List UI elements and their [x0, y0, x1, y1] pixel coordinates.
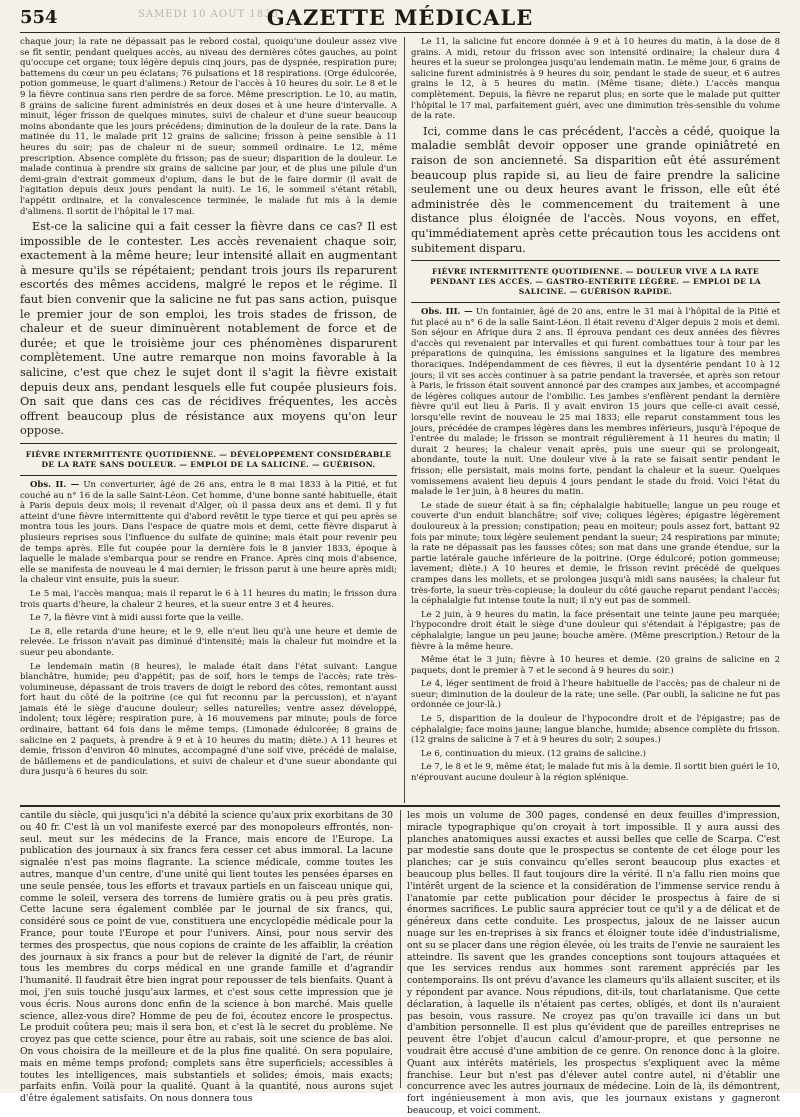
observation-heading: FIÈVRE INTERMITTENTE QUOTIDIENNE. — DÉVELOPPEMENT CONSIDÉRABLE DE LA RATE SANS DOULEUR. — EMPLOI DE LA SALICINE. — GUÉRISON.: [25, 450, 392, 469]
section-rule: [20, 443, 397, 444]
upper-section: [20, 37, 780, 803]
section-rule: [20, 475, 397, 476]
observation-label: Obs. II. —: [30, 480, 80, 490]
case-paragraph: Le 6, continuation du mieux. (12 grains de salicine.): [421, 748, 646, 759]
observation-paragraph: [20, 480, 397, 586]
page-number: 554: [20, 7, 58, 28]
observation-text: Un converturier, âgé de 26 ans, entra le 8 mai 1833 à la Pitié, et fut couché au n° 16 de la salle Saint-Léon. Cet homme, d'une bonne santé habituelle, était à Paris depuis deux mois; il revenait d'Alger, où il passa deux ans et demi. Il y fut atteint d'une fièvre intermittente qui d'abord revêtit le type tierce et qui peu après se montra tous les jours. Dans l'espace de quatre mois et demi, cette fièvre disparut à plusieurs reprises sous l'influence du sulfate de quinine; mais était pour revenir peu de temps après. Elle fut coupée pour la dernière fois le 8 janvier 1833, époque à laquelle le malade s'embarqua pour se rendre en France. Après cinq mois d'absence, elle se manifesta de nouveau le 4 mai dernier; le frisson parut à une heure après midi; la chaleur vint ensuite, puis la sueur.: [20, 480, 397, 586]
case-paragraph: Le 8, elle retarda d'une heure; et le 9, elle n'eut lieu qu'à une heure et demie de relevée. Le frisson n'avait pas diminué d'intensité; mais la chaleur fut moindre et la sueur peu abondante.: [20, 626, 397, 658]
observation-label: Obs. III. —: [421, 307, 473, 318]
feuilleton-text: cantile du siècle, qui jusqu'ici n'a débité la science qu'aux prix exorbitans de 30 ou 40 fr. C'est là un vol manifeste exercé par des monopoleurs effrontés, non-seul. meut sur les médecins de la France, mais encore de l'Europe. La publication des journaux à six francs fera cesser cet abus immoral. La lacune signalée n'est pas moins flagrante. La science médicale, comme toutes les autres, manque d'un centre, d'une unité qui lient toutes les pensées éparses en une seule pensée, tous les efforts et travaux partiels en un faisceau unique qui, comme le soleil, versera des torrens de lumière gratis ou à peu près gratis. Cette lacune sera également comblée par le journal de six francs, qui, considéré sous ce point de vue, constituera une encyclopédie médicale pour la France, pour toute l'Europe et pour l'univers. Ainsi, pour nous servir des termes des prospectus, que nous copions de crainte de les affaiblir, la création des journaux à six francs a pour but de relever la dignité de l'art, de réunir tous les membres du corps médical en une grande famille et d'agrandir l'humanité. Il faudrait être bien ingrat pour repousser de tels bienfaits. Quant à moi, j'en suis touché jusqu'aux larmes, et c'est sous cette impression que je vous écris. Nous aurons donc enfin de la science à bon marché. Mais quelle science, allez-vous dire? Homme de peu de foi, écoutez encore le prospectus. Le produit coûtera peu; mais il sera bon, et c'est là le secret du problème. Ne croyez pas que cette science, pour être au rabais, soit une science de bas aloi. On vous choisira de la meilleure et de la plus fine qualité. On sera populaire, mais en même temps profond; complets sans être superficiels; accessibles à toutes les intelligences, mais substantiels et solides; émois, mais exacts; parfaits enfin. Voilà pour la qualité. Quant à la quantité, nous aurons sujet d'être également satisfaits. On nous donnera tous: [20, 810, 393, 1105]
case-paragraph: Le 7, le 8 et le 9, même état; le malade fut mis à la demie. Il sortit bien guéri le 10, n'éprouvant aucune douleur à la région splénique.: [411, 762, 780, 784]
case-paragraph: Le 2 juin, à 9 heures du matin, la face présentait une teinte jaune peu marquée; l'hypocondre droit était le siège d'une douleur qui s'étendait à l'épigastre; pas de céphalalgie; langue un peu jaune; bouche amère. (Même prescription.) Retour de la fièvre à la même heure.: [411, 609, 780, 652]
feuilleton-divider: [20, 805, 780, 807]
section-rule: [411, 302, 780, 303]
observation-heading: FIÈVRE INTERMITTENTE QUOTIDIENNE. — DOULEUR VIVE A LA RATE PENDANT LES ACCÈS. — GASTRO-ENTÉRITE LÉGÈRE. — EMPLOI DE LA SALICINE. — GUÉRISON RAPIDE.: [430, 267, 761, 297]
feuilleton-left-column: [20, 810, 393, 1105]
case-paragraph: Même état le 3 juin; fièvre à 10 heures et demie. (20 grains de salicine en 2 paquets, dont le premier à 7 et le second à 9 heures du soir.): [411, 655, 780, 676]
column-divider: [404, 37, 405, 803]
feuilleton-text: les mois un volume de 300 pages, condensé en deux feuilles d'impression, miracle typographique qu'on croyait à tort impossible. Il y aura aussi des planches anatomiques aussi exactes et aussi belles que celle de Scarpa. C'est par modestie sans doute que le prospectus se contente de cet éloge pour les planches; car je suis convaincu qu'elles seront beaucoup plus exactes et beaucoup plus belles. Il faut toujours dire la vérité. Il n'a fallu rien moins que l'intérêt urgent de la science et la considération de l'immense service rendu à l'anatomie par cette publication pour décider le prospectus à faire de si énormes sacrifices. Le public saura apprécier tout ce qu'il y a de délicat et de généreux dans cette conduite. Les prospectus, jaloux de ne laisser aucun nuage sur les en-treprises à six francs et éloigner toute idée d'industrialisme, ont su se placer dans une région élevée, où les traits de l'envie ne sauraient les atteindre. Ils savent que les grandes conceptions sont toujours attaquées et que les services rendus aux hommes sont rarement appréciés par les contemporains. Ils ont prévu d'avance les clameurs qu'ils allaient susciter, et ils y répondent par avance. Nous répudions, dit-ils, tout charlatanisme. Que cette déclaration, à laquelle ils n'étaient pas certes, obligés, et dont ils n'auraient pas besoin, vous rassure. Ne croyez pas qu'on travaille ici dans un but d'ambition personnelle. Il est plus qu'évident que de pareilles entreprises ne peuvent être l'objet d'aucun calcul d'amour-propre, et que personne ne voudrait être accusé d'une ambition de ce genre. On renonce donc à la gloire. Quant aux intérêts matériels, les prospectus s'expliquent avec la même franchise. Leur but n'est pas d'élever autel contre autel, ni d'établir une concurrence avec les autres journaux de médecine. Loin de là, ils démontrent, fort ingénieusement à mon avis, que les journaux existans y gagneront beaucoup, et voici comment.: [407, 810, 780, 1116]
bleed-through-date: SAMEDI 10 AOUT 1833: [138, 9, 279, 20]
case-paragraph: Le 5, disparition de la douleur de l'hypocondre droit et de l'épigastre; pas de céphalalgie; face moins jaune; langue blanche, humide; absence complète du frisson. (12 grains de salicine à 7 et à 9 heures du soir; 2 soupes.): [411, 714, 780, 746]
observation-paragraph: [411, 307, 780, 498]
case-paragraph: Le 5 mai, l'accès manqua; mais il reparut le 6 à 11 heures du matin; le frisson dura trois quarts d'heure, la chaleur 2 heures, et la sueur entre 3 et 4 heures.: [20, 588, 397, 610]
commentary-paragraph: Est-ce la salicine qui a fait cesser la fièvre dans ce cas? Il est impossible de le contester. Les accès revenaient chaque soir, exactement à la même heure; leur intensité allait en augmentant à mesure qu'ils se répétaient; pendant trois jours ils reparurent escortés des mêmes accidens, malgré le repos et le régime. Il faut bien convenir que la salicine ne fut pas sans action, puisque le premier jour de son emploi, les trois stades de frisson, de chaleur et de sueur diminuèrent notablement de force et de durée; et que le troisième jour ces phénomènes disparurent complètement. Une autre remarque non moins favorable à la salicine, c'est que chez le sujet dont il s'agit la fièvre existait depuis deux ans, pendant lesquels elle fut coupée plusieurs fois. On sait que dans ces cas de récidives fréquentes, les accès offrent beaucoup plus de résistance aux moyens qu'on leur oppose.: [20, 220, 397, 438]
column-divider: [400, 810, 401, 1088]
case-one-continuation: chaque jour; la rate ne dépassait pas le rebord costal, quoiqu'une douleur assez vive se fît sentir, pendant quelques accès, au niveau des dernières côtes gauches, au point qu'occupe cet organe; toux légère depuis cinq jours, pas de dyspnée, respiration pure; battemens du cœur un peu éclatans; 76 pulsations et 18 respirations. (Orge édulcorée, potion gommeuse, le quart d'alimens.) Retour de l'accès à 10 heures du soir. Le 8 et le 9 la fièvre continua sans rien perdre de sa force. Même prescription. Le 10, au matin, 8 grains de salicine furent administrés en deux doses et à une heure d'intervalle. A minuit, léger frisson de quelques minutes, suivi de chaleur et d'une sueur beaucoup moins abondante que les jours précédens; diminution de la douleur de la rate. Dans la matinée du 11, le malade prit 12 grains de salicine; frisson à peine sensible à 11 heures du soir; pas de chaleur ni de sueur; sommeil ordinaire. Le 12, même prescription. Absence complète du frisson; pas de sueur; disparition de la douleur. Le malade continua à prendre six grains de salicine par jour, et de plus une pilule d'un demi-grain d'extrait gommeux d'opium, dans le but de le faire dormir (il avait de l'agitation depuis deux jours pendant la nuit). Le 16, le sommeil s'étant rétabli, l'appétit ordinaire, et la convalescence terminée, le malade fut mis à la demie d'alimens. Il sortit de l'hôpital le 17 mai.: [20, 37, 397, 217]
newspaper-title: GAZETTE MÉDICALE: [266, 5, 534, 30]
right-column: [411, 37, 780, 803]
observation-text: Un fontainier, âgé de 20 ans, entre le 31 mai à l'hôpital de la Pitié et fut placé au n° 6 de la salle Saint-Léon. Il était revenu d'Alger depuis 2 mois et demi. Son séjour en Afrique dura 2 ans. Il éprouva pendant ces deux années des fièvres d'accès qui revenaient par intervalles et qui furent combattues tour à tour par les préparations de quinquina, les émissions sanguines et la ligature des membres thoraciques. Indépendamment de ces fièvres, il eut la dysentérie pendant 10 à 12 jours; il vit ses accès continuer à sa patrie pendant la traversée, et après son retour à Paris, le frisson était souvent annoncé par des crampes aux jambes, et accompagné de légères coliques autour de l'ombilic. Les jambes s'enflèrent pendant la dernière fièvre qu'il eut lieu à Paris. Il y avait environ 15 jours que celle-ci avait cessé, lorsqu'elle revint de nouveau le 25 mai 1833; elle reparut constamment tous les jours, précédée de crampes légères dans les membres inférieurs, jusqu'à l'époque de l'entrée du malade; le frisson se montrait régulièrement à 11 heures du matin; il durait 2 heures; la chaleur venait après, puis une sueur qui se prolongeait, abondante, toute la nuit. Une douleur vive à la rate se faisait sentir pendant le frisson; elle persistait, mais moins forte, pendant la chaleur et la sueur. Quelques vomissemens avaient lieu depuis 4 jours pendant le stade du froid. Voici l'état du malade le 1er juin, à 8 heures du matin.: [411, 307, 781, 498]
case-paragraph: Le stade de sueur était à sa fin; céphalalgie habituelle; langue un peu rouge et couverte d'un enduit blanchâtre; soif vive; coliques légères; épigastre légèrement douloureux à la pression; constipation; peau en moiteur; pouls assez fort, battant 92 fois par minute; toux légère seulement pendant la sueur; 24 respirations par minute; la rate ne dépassait pas les fausses côtes; son mat dans une grande étendue, sur la partie latérale gauche inférieure de la poitrine. (Orge édulcoré; potion gommeuse; lavement; diète.) A 10 heures et demie, le frisson revint précédé de quelques crampes dans les mollets, et se prolongea jusqu'à midi sans nausées; la chaleur fut très-forte, la sueur très-copieuse; la douleur du côté gauche reparut pendant l'accès; la céphalalgie fut intense toute la nuit; il n'y eut pas de sommeil.: [411, 500, 780, 607]
section-rule: [411, 260, 780, 261]
case-paragraph: Le 11, la salicine fut encore donnée à 9 et à 10 heures du matin, à la dose de 8 grains. A midi, retour du frisson avec son intensité ordinaire; la chaleur dura 4 heures et la sueur se prolongea jusqu'au lendemain matin. Le même jour, 6 grains de salicine furent administrés à 9 heures du soir, pendant le stade de sueur, et 6 autres grains le 12, à 5 heures du matin. (Même tisane; diète.) L'accès manqua complètement. Depuis, la fièvre ne reparut plus; en sorte que le malade put quitter l'hôpital le 17 mai, parfaitement guéri, avec une diminution très-sensible du volume de la rate.: [411, 37, 780, 122]
masthead: [20, 6, 780, 33]
left-column: [20, 37, 397, 803]
case-paragraph: Le lendemain matin (8 heures), le malade était dans l'état suivant: Langue blanchâtre, humide; peu d'appétit; pas de soif, hors le temps de l'accès; rate très-volumineuse, dépassant de trois travers de doigt le rebord des côtes, remontant aussi fort haut du côté de la poitrine (ce qui fut reconnu par la percussion), et n'ayant jamais été le siège d'aucune douleur; selles naturelles; ventre assez développé, indolent; toux légère; respiration pure, à 16 mouvemens par minute; pouls de force ordinaire, battant 64 fois dans le même temps. (Limonade édulcorée; 8 grains de salicine en 2 paquets, à prendre à 9 et à 10 heures du matin; diète.) A 11 heures et demie, frisson d'environ 40 minutes, accompagné d'une soif vive, précédé de malaise, de bâillemens et de pandiculations, et suivi de chaleur et d'une sueur abondante qui dura jusqu'à 6 heures du soir.: [20, 661, 397, 778]
case-paragraph: Le 7, la fièvre vint à midi aussi forte que la veille.: [30, 613, 244, 624]
case-paragraph: Le 4, léger sentiment de froid à l'heure habituelle de l'accès; pas de chaleur ni de sueur; diminution de la douleur de la rate; une selle. (Par oubli, la salicine ne fut pas ordonnée ce jour-là.): [411, 679, 780, 711]
feuilleton-section: [20, 810, 780, 1116]
feuilleton-right-column: [407, 810, 780, 1116]
commentary-paragraph: Ici, comme dans le cas précédent, l'accès a cédé, quoique la maladie semblât devoir opposer une grande opiniâtreté en raison de son ancienneté. Sa disparition eût été assurément beaucoup plus rapide si, au lieu de faire prendre la salicine seulement une ou deux heures avant le frisson, elle eût été administrée dès le commencement du traitement à une distance plus éloignée de l'accès. Nous voyons, en effet, qu'immédiatement après cette précaution tous les accidens ont subitement disparu.: [411, 124, 780, 255]
